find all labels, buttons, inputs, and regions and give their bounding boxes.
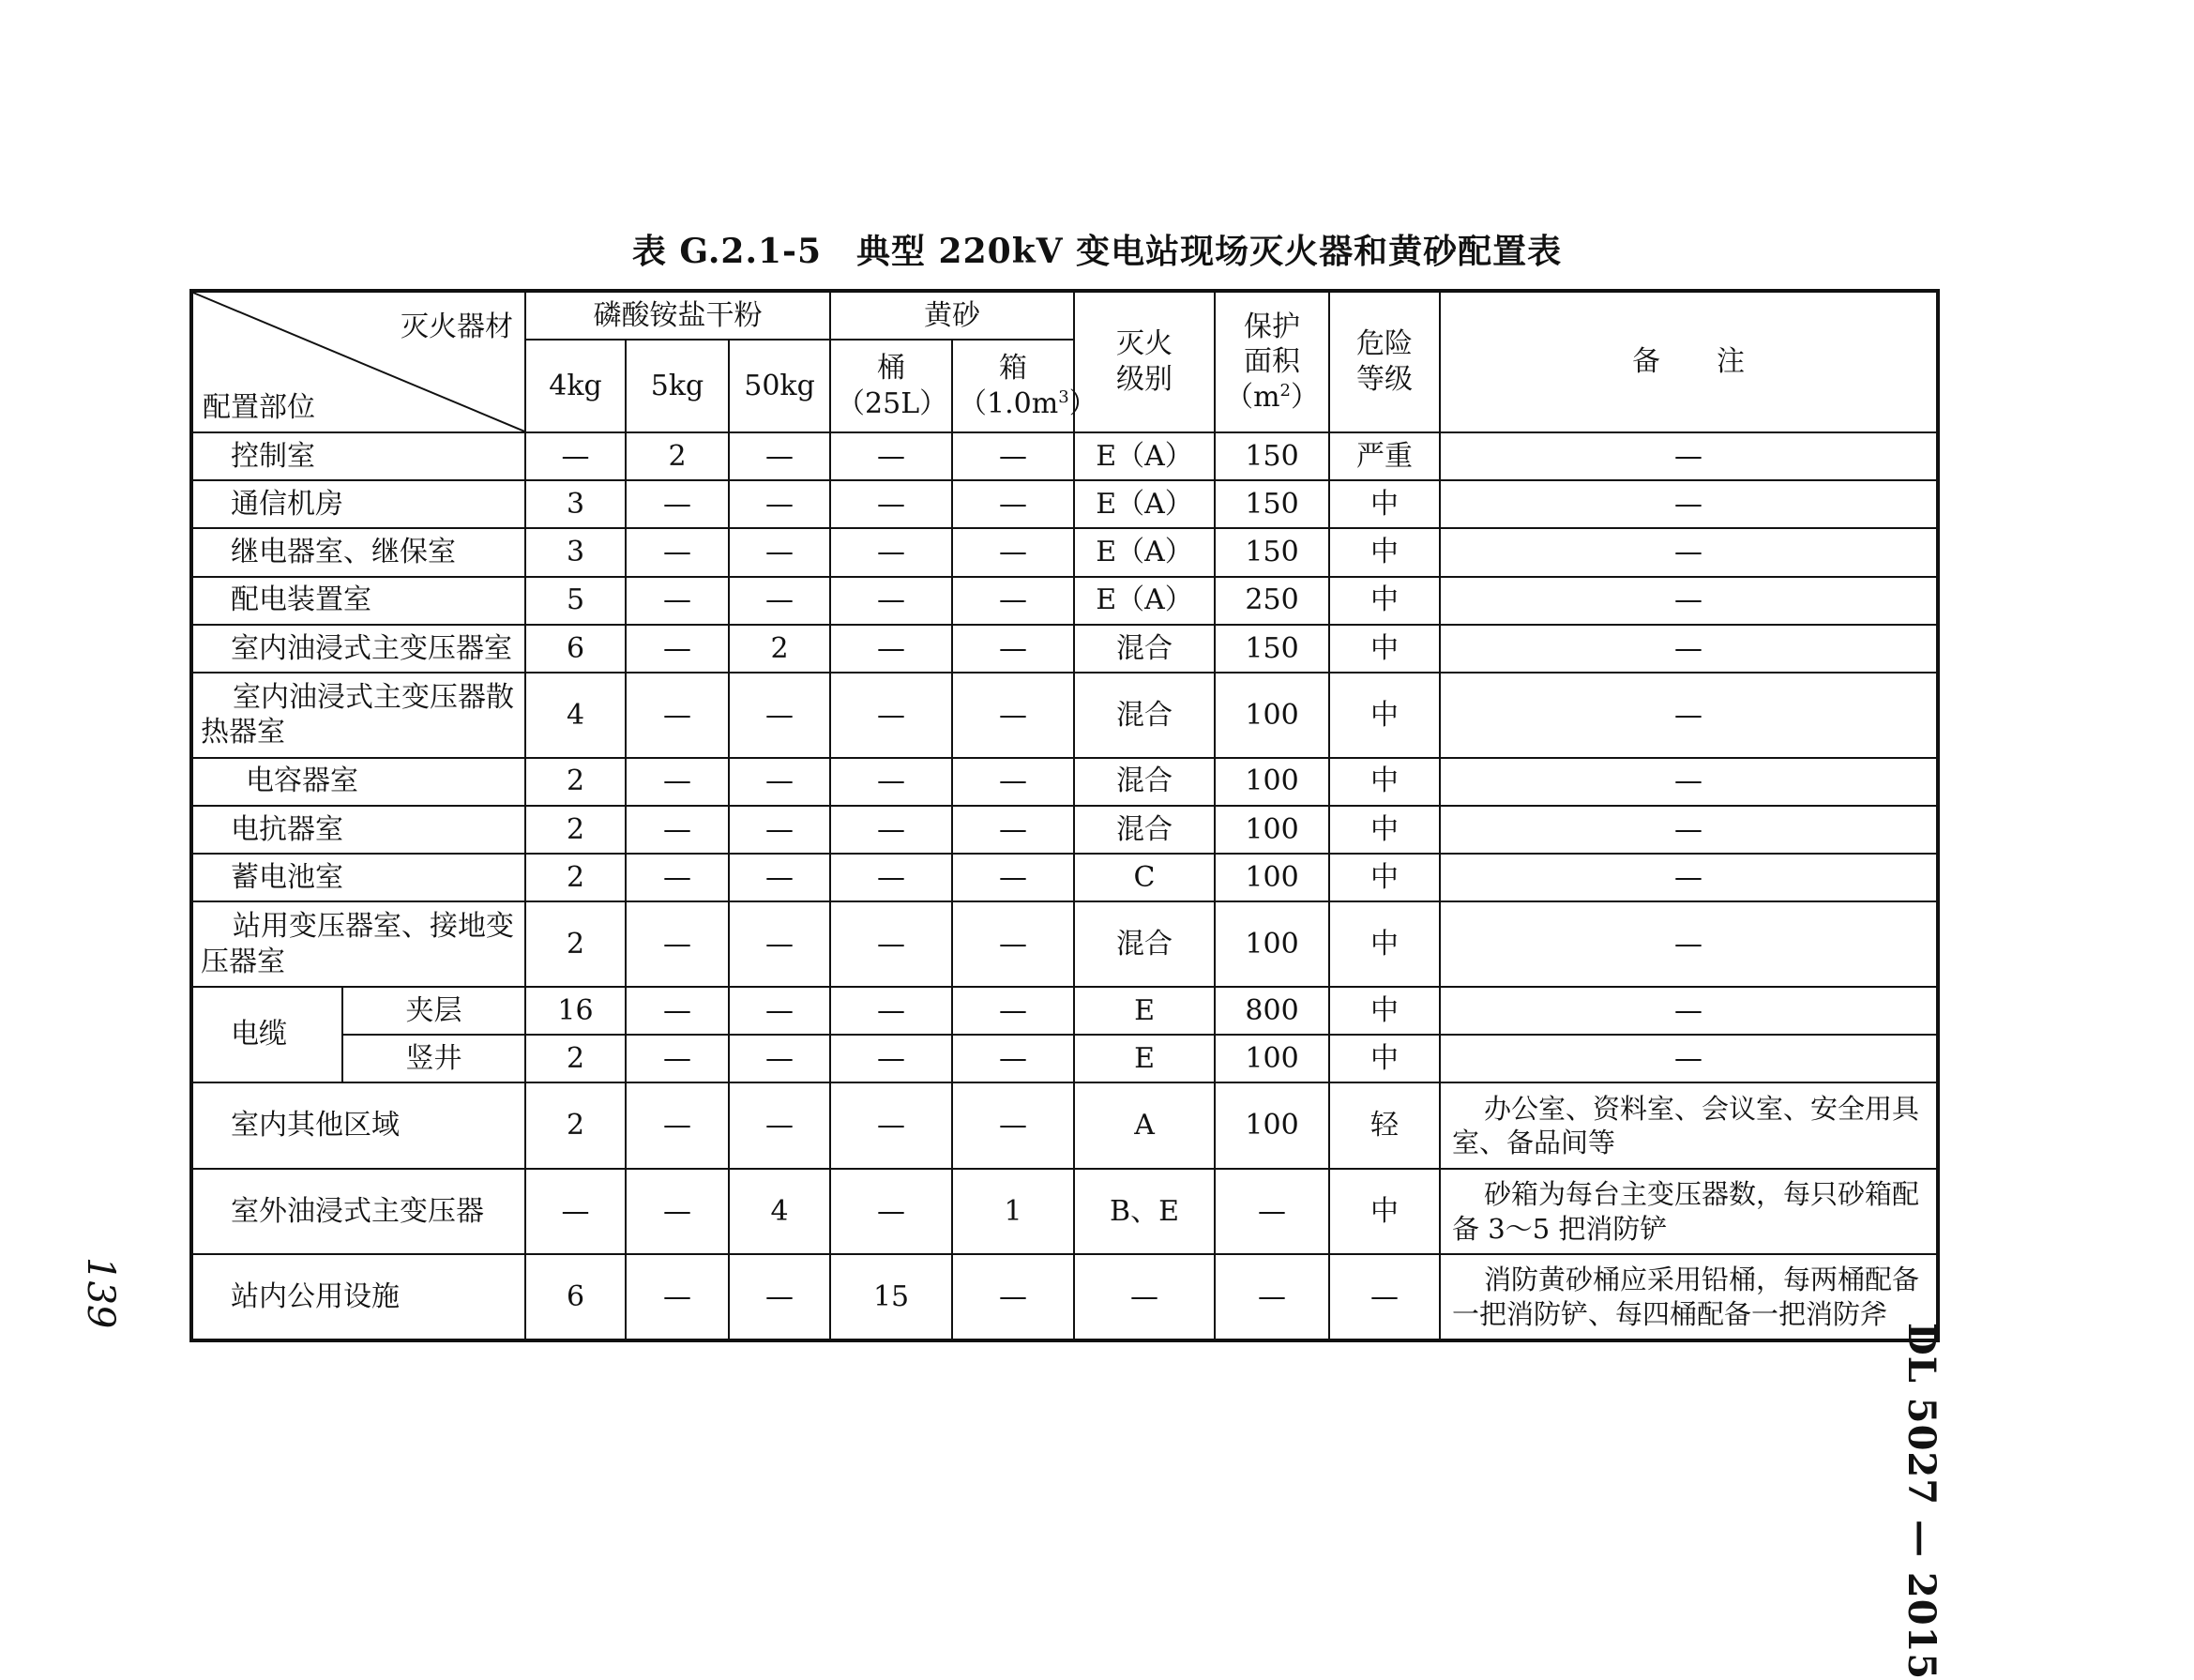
value-50kg: — xyxy=(729,432,830,480)
value-4kg: 4 xyxy=(525,673,626,757)
table-row xyxy=(191,901,1938,986)
value-area: — xyxy=(1215,1169,1329,1254)
value-50kg: 4 xyxy=(729,1169,830,1254)
value-bucket: — xyxy=(830,625,952,673)
value-notes: — xyxy=(1440,480,1938,528)
table-row xyxy=(191,480,1938,528)
value-box: — xyxy=(952,577,1074,625)
header-50kg: 50kg xyxy=(729,340,830,432)
value-hazard: 中 xyxy=(1329,528,1440,576)
value-area: 150 xyxy=(1215,528,1329,576)
location-cell: 蓄电池室 xyxy=(191,854,525,901)
location-cell: 室内油浸式主变压器散热器室 xyxy=(191,673,525,757)
value-box: — xyxy=(952,432,1074,480)
table-row xyxy=(191,673,1938,757)
value-box: — xyxy=(952,480,1074,528)
location-cell: 配电装置室 xyxy=(191,577,525,625)
fire-extinguisher-table xyxy=(189,289,1940,1342)
value-4kg: — xyxy=(525,1169,626,1254)
value-fire-class: 混合 xyxy=(1074,625,1215,673)
value-4kg: 2 xyxy=(525,806,626,854)
header-area-unit-sup: 2 xyxy=(1279,380,1291,401)
header-equipment-label: 灭火器材 xyxy=(401,310,513,343)
value-box: — xyxy=(952,806,1074,854)
header-sand-group: 黄砂 xyxy=(830,291,1074,340)
value-area: 800 xyxy=(1215,987,1329,1035)
value-5kg: — xyxy=(626,901,729,986)
value-bucket: — xyxy=(830,673,952,757)
table-row xyxy=(191,854,1938,901)
value-hazard: 中 xyxy=(1329,987,1440,1035)
value-50kg: — xyxy=(729,1035,830,1082)
value-area: 100 xyxy=(1215,901,1329,986)
header-bucket xyxy=(830,340,952,432)
value-notes: — xyxy=(1440,901,1938,986)
value-notes: — xyxy=(1440,1035,1938,1082)
value-fire-class: 混合 xyxy=(1074,758,1215,806)
value-notes: — xyxy=(1440,625,1938,673)
location-cell: 电抗器室 xyxy=(191,806,525,854)
value-50kg: — xyxy=(729,806,830,854)
value-50kg: — xyxy=(729,577,830,625)
value-4kg: 3 xyxy=(525,480,626,528)
value-50kg: 2 xyxy=(729,625,830,673)
value-hazard: 中 xyxy=(1329,806,1440,854)
value-bucket: — xyxy=(830,758,952,806)
value-50kg: — xyxy=(729,480,830,528)
table-row xyxy=(191,577,1938,625)
value-area: 100 xyxy=(1215,806,1329,854)
value-notes: — xyxy=(1440,806,1938,854)
value-4kg: 2 xyxy=(525,758,626,806)
location-cell: 竖井 xyxy=(342,1035,525,1082)
table-row xyxy=(191,432,1938,480)
table-row xyxy=(191,1169,1938,1254)
value-bucket: — xyxy=(830,987,952,1035)
value-area: 150 xyxy=(1215,432,1329,480)
value-4kg: 6 xyxy=(525,625,626,673)
value-bucket: 15 xyxy=(830,1254,952,1340)
value-hazard: 轻 xyxy=(1329,1082,1440,1168)
value-5kg: — xyxy=(626,577,729,625)
value-5kg: — xyxy=(626,673,729,757)
header-bucket-label: 桶 xyxy=(877,352,906,386)
header-hazard-line1: 危险 xyxy=(1356,327,1414,361)
value-5kg: — xyxy=(626,1082,729,1168)
value-5kg: — xyxy=(626,1169,729,1254)
page-number: 139 xyxy=(79,1257,122,1329)
value-bucket: — xyxy=(830,480,952,528)
value-4kg: 3 xyxy=(525,528,626,576)
location-cell: 室外油浸式主变压器 xyxy=(191,1169,525,1254)
value-50kg: — xyxy=(729,901,830,986)
value-bucket: — xyxy=(830,806,952,854)
location-cell: 电容器室 xyxy=(191,758,525,806)
table-title: 表 G.2.1-5 典型 220kV 变电站现场灭火器和黄砂配置表 xyxy=(631,232,1563,271)
value-notes: — xyxy=(1440,758,1938,806)
location-cell: 室内油浸式主变压器室 xyxy=(191,625,525,673)
table-row xyxy=(191,806,1938,854)
location-cell: 站用变压器室、接地变压器室 xyxy=(191,901,525,986)
table-row xyxy=(191,758,1938,806)
header-area-line1: 保护 xyxy=(1244,310,1301,343)
value-fire-class: 混合 xyxy=(1074,901,1215,986)
location-cell: 通信机房 xyxy=(191,480,525,528)
value-area: 100 xyxy=(1215,854,1329,901)
value-fire-class: — xyxy=(1074,1254,1215,1340)
value-5kg: — xyxy=(626,480,729,528)
value-50kg: — xyxy=(729,1082,830,1168)
value-notes: — xyxy=(1440,577,1938,625)
header-box-unit-close: ） xyxy=(1068,386,1097,420)
table-row xyxy=(191,1035,1938,1082)
header-area-line2: 面积 xyxy=(1244,345,1301,379)
header-area-unit-close: ） xyxy=(1290,380,1319,414)
header-box xyxy=(952,340,1097,432)
value-notes: 办公室、资料室、会议室、安全用具室、备品间等 xyxy=(1440,1082,1938,1168)
value-hazard: 中 xyxy=(1329,1035,1440,1082)
value-bucket: — xyxy=(830,432,952,480)
value-bucket: — xyxy=(830,1082,952,1168)
value-5kg: — xyxy=(626,1035,729,1082)
value-50kg: — xyxy=(729,987,830,1035)
table-row xyxy=(191,625,1938,673)
value-4kg: 16 xyxy=(525,987,626,1035)
value-notes: — xyxy=(1440,673,1938,757)
value-fire-class: 混合 xyxy=(1074,806,1215,854)
value-bucket: — xyxy=(830,528,952,576)
value-notes: — xyxy=(1440,854,1938,901)
value-fire-class: E（A） xyxy=(1074,432,1215,480)
location-cell: 控制室 xyxy=(191,432,525,480)
header-box-label: 箱 xyxy=(999,352,1028,386)
value-fire-class: E（A） xyxy=(1074,528,1215,576)
value-4kg: 2 xyxy=(525,854,626,901)
value-box: — xyxy=(952,1035,1074,1082)
value-4kg: 6 xyxy=(525,1254,626,1340)
value-fire-class: E xyxy=(1074,1035,1215,1082)
header-area-unit-open: （m xyxy=(1225,380,1280,414)
value-area: 100 xyxy=(1215,758,1329,806)
value-area: 150 xyxy=(1215,480,1329,528)
value-notes: 消防黄砂桶应采用铅桶，每两桶配备一把消防铲、每四桶配备一把消防斧 xyxy=(1440,1254,1938,1340)
value-area: 250 xyxy=(1215,577,1329,625)
value-5kg: 2 xyxy=(626,432,729,480)
value-bucket: — xyxy=(830,854,952,901)
header-hazard-level xyxy=(1329,291,1440,432)
value-4kg: 2 xyxy=(525,1082,626,1168)
cable-group-label: 电缆 xyxy=(191,987,342,1083)
value-notes: — xyxy=(1440,528,1938,576)
value-hazard: 中 xyxy=(1329,577,1440,625)
value-50kg: — xyxy=(729,673,830,757)
value-bucket: — xyxy=(830,1169,952,1254)
header-box-unit-sup: 3 xyxy=(1058,386,1069,407)
value-area: 150 xyxy=(1215,625,1329,673)
value-area: 100 xyxy=(1215,1082,1329,1168)
value-box: — xyxy=(952,1254,1074,1340)
value-notes: — xyxy=(1440,432,1938,480)
table-row xyxy=(191,987,1938,1035)
value-fire-class: E（A） xyxy=(1074,480,1215,528)
value-fire-class: C xyxy=(1074,854,1215,901)
header-powder-group: 磷酸铵盐干粉 xyxy=(525,291,830,340)
value-fire-class: B、E xyxy=(1074,1169,1215,1254)
table-row xyxy=(191,1082,1938,1168)
value-box: — xyxy=(952,528,1074,576)
header-hazard-line2: 等级 xyxy=(1356,362,1414,396)
value-hazard: — xyxy=(1329,1254,1440,1340)
value-hazard: 中 xyxy=(1329,673,1440,757)
diagonal-header-cell xyxy=(191,291,525,432)
table-row xyxy=(191,1254,1938,1340)
value-50kg: — xyxy=(729,528,830,576)
value-hazard: 中 xyxy=(1329,854,1440,901)
header-protected-area xyxy=(1215,291,1329,432)
location-cell: 夹层 xyxy=(342,987,525,1035)
value-5kg: — xyxy=(626,987,729,1035)
header-notes: 备 注 xyxy=(1440,291,1938,432)
value-area: 100 xyxy=(1215,673,1329,757)
value-box: — xyxy=(952,901,1074,986)
value-box: — xyxy=(952,625,1074,673)
value-box: — xyxy=(952,854,1074,901)
value-50kg: — xyxy=(729,854,830,901)
header-bucket-unit: （25L） xyxy=(837,386,948,420)
location-cell: 继电器室、继保室 xyxy=(191,528,525,576)
value-fire-class: 混合 xyxy=(1074,673,1215,757)
value-box: — xyxy=(952,673,1074,757)
value-notes: — xyxy=(1440,987,1938,1035)
value-fire-class: A xyxy=(1074,1082,1215,1168)
standard-code: DL 5027 — 2015 xyxy=(1899,1323,1944,1680)
value-4kg: 5 xyxy=(525,577,626,625)
value-bucket: — xyxy=(830,577,952,625)
value-area: — xyxy=(1215,1254,1329,1340)
value-4kg: — xyxy=(525,432,626,480)
value-50kg: — xyxy=(729,758,830,806)
value-5kg: — xyxy=(626,758,729,806)
value-5kg: — xyxy=(626,1254,729,1340)
value-5kg: — xyxy=(626,625,729,673)
value-bucket: — xyxy=(830,901,952,986)
value-50kg: — xyxy=(729,1254,830,1340)
value-area: 100 xyxy=(1215,1035,1329,1082)
value-fire-class: E（A） xyxy=(1074,577,1215,625)
location-cell: 站内公用设施 xyxy=(191,1254,525,1340)
header-box-unit-open: （1.0m xyxy=(959,386,1059,420)
value-bucket: — xyxy=(830,1035,952,1082)
value-hazard: 严重 xyxy=(1329,432,1440,480)
value-box: 1 xyxy=(952,1169,1074,1254)
header-5kg: 5kg xyxy=(626,340,729,432)
value-hazard: 中 xyxy=(1329,758,1440,806)
header-fire-class-line1: 灭火 xyxy=(1116,327,1173,361)
table-row xyxy=(191,528,1938,576)
value-box: — xyxy=(952,758,1074,806)
value-hazard: 中 xyxy=(1329,901,1440,986)
value-4kg: 2 xyxy=(525,1035,626,1082)
value-5kg: — xyxy=(626,528,729,576)
header-4kg: 4kg xyxy=(525,340,626,432)
header-fire-class-line2: 级别 xyxy=(1116,362,1173,396)
header-location-label: 配置部位 xyxy=(203,391,315,425)
value-4kg: 2 xyxy=(525,901,626,986)
value-hazard: 中 xyxy=(1329,625,1440,673)
value-box: — xyxy=(952,1082,1074,1168)
value-5kg: — xyxy=(626,806,729,854)
value-5kg: — xyxy=(626,854,729,901)
value-hazard: 中 xyxy=(1329,480,1440,528)
value-box: — xyxy=(952,987,1074,1035)
value-hazard: 中 xyxy=(1329,1169,1440,1254)
location-cell: 室内其他区域 xyxy=(191,1082,525,1168)
value-notes: 砂箱为每台主变压器数，每只砂箱配备 3～5 把消防铲 xyxy=(1440,1169,1938,1254)
value-fire-class: E xyxy=(1074,987,1215,1035)
